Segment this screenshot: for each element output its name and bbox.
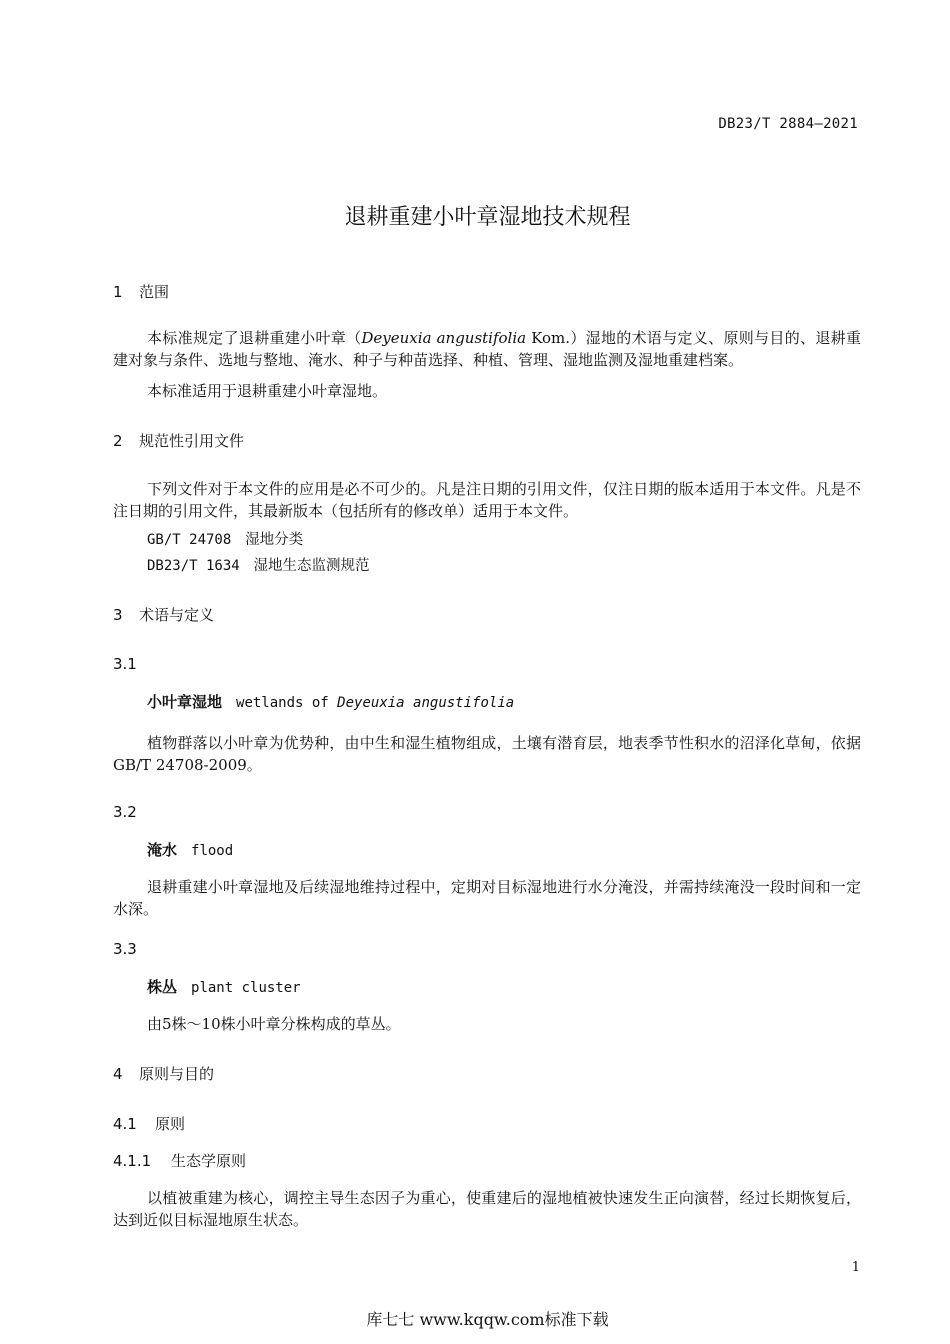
page-number: 1 [851, 1260, 860, 1275]
reference-item [147, 528, 303, 549]
subsection-4-1-1-heading [113, 1150, 246, 1171]
document-id: DB23/T 2884—2021 [718, 116, 858, 132]
term-number: 3.1 [113, 655, 137, 673]
ecology-principle-paragraph: 以植被重建为核心，调控主导生态因子为重心，使重建后的湿地植被快速发生正向演替，经过长期恢复后，达到近似目标湿地原生状态。 [113, 1189, 861, 1229]
references-paragraph: 下列文件对于本文件的应用是必不可少的。凡是注日期的引用文件，仅注日期的版本适用于本文件。凡是不注日期的引用文件，其最新版本（包括所有的修改单）适用于本文件。 [113, 480, 861, 520]
section-title: 范围 [139, 283, 170, 301]
section-number: 4 [113, 1065, 123, 1083]
term-english: flood [191, 843, 234, 859]
section-title: 原则 [155, 1115, 186, 1133]
term-english [236, 695, 514, 711]
section-number: 4.1 [113, 1115, 137, 1133]
reference-name: 湿地分类 [245, 532, 304, 548]
text-fragment: 本标准规定了退耕重建小叶章（ [147, 329, 362, 347]
text-fragment: wetlands of [236, 695, 338, 711]
reference-code: GB/T 24708 [147, 532, 232, 548]
term-chinese: 淹水 [147, 841, 178, 859]
page-title: 退耕重建小叶章湿地技术规程 [344, 205, 631, 230]
section-number: 2 [113, 432, 123, 450]
term-number: 3.3 [113, 940, 137, 958]
section-number: 3 [113, 606, 123, 624]
term-definition: 退耕重建小叶章湿地及后续湿地维持过程中，定期对目标湿地进行水分淹没，并需持续淹没一段时间和一定水深。 [113, 878, 861, 918]
term-chinese: 小叶章湿地 [147, 693, 223, 711]
reference-name: 湿地生态监测规范 [253, 558, 370, 574]
latin-name: Deyeuxia angustifolia [361, 329, 527, 347]
scope-paragraph [113, 327, 861, 371]
section-number: 1 [113, 283, 123, 301]
subsection-4-1-heading [113, 1113, 185, 1134]
section-title: 规范性引用文件 [139, 432, 245, 450]
term-entry [147, 691, 514, 712]
section-1-heading [113, 281, 169, 302]
reference-item [147, 554, 370, 575]
section-3-heading [113, 604, 214, 625]
text-fragment: Kom.）湿地的术语与定义、原则与目的、退耕重建对象与条件、选地与整地、淹水、种子与种苗选择、种植、管理、湿地监测及湿地重建档案。 [113, 329, 861, 369]
latin-name: Deyeuxia angustifolia [337, 695, 515, 711]
term-chinese: 株丛 [147, 978, 178, 996]
term-definition: 植物群落以小叶章为优势种，由中生和湿生植物组成，土壤有潜育层，地表季节性积水的沼泽化草甸，依据GB/T 24708-2009。 [113, 734, 861, 774]
scope-applicability: 本标准适用于退耕重建小叶章湿地。 [147, 382, 388, 400]
footer-watermark: 库七七 www.kqqw.com标准下载 [366, 1310, 609, 1329]
term-definition: 由5株～10株小叶章分株构成的草丛。 [147, 1015, 401, 1033]
section-title: 术语与定义 [139, 606, 215, 624]
term-entry [147, 839, 233, 860]
section-4-heading [113, 1063, 214, 1084]
section-2-heading [113, 430, 244, 451]
section-title: 生态学原则 [171, 1152, 247, 1170]
term-number: 3.2 [113, 803, 137, 821]
reference-code: DB23/T 1634 [147, 558, 240, 574]
section-title: 原则与目的 [139, 1065, 215, 1083]
term-english: plant cluster [191, 980, 301, 996]
term-entry [147, 976, 301, 997]
section-number: 4.1.1 [113, 1152, 152, 1170]
